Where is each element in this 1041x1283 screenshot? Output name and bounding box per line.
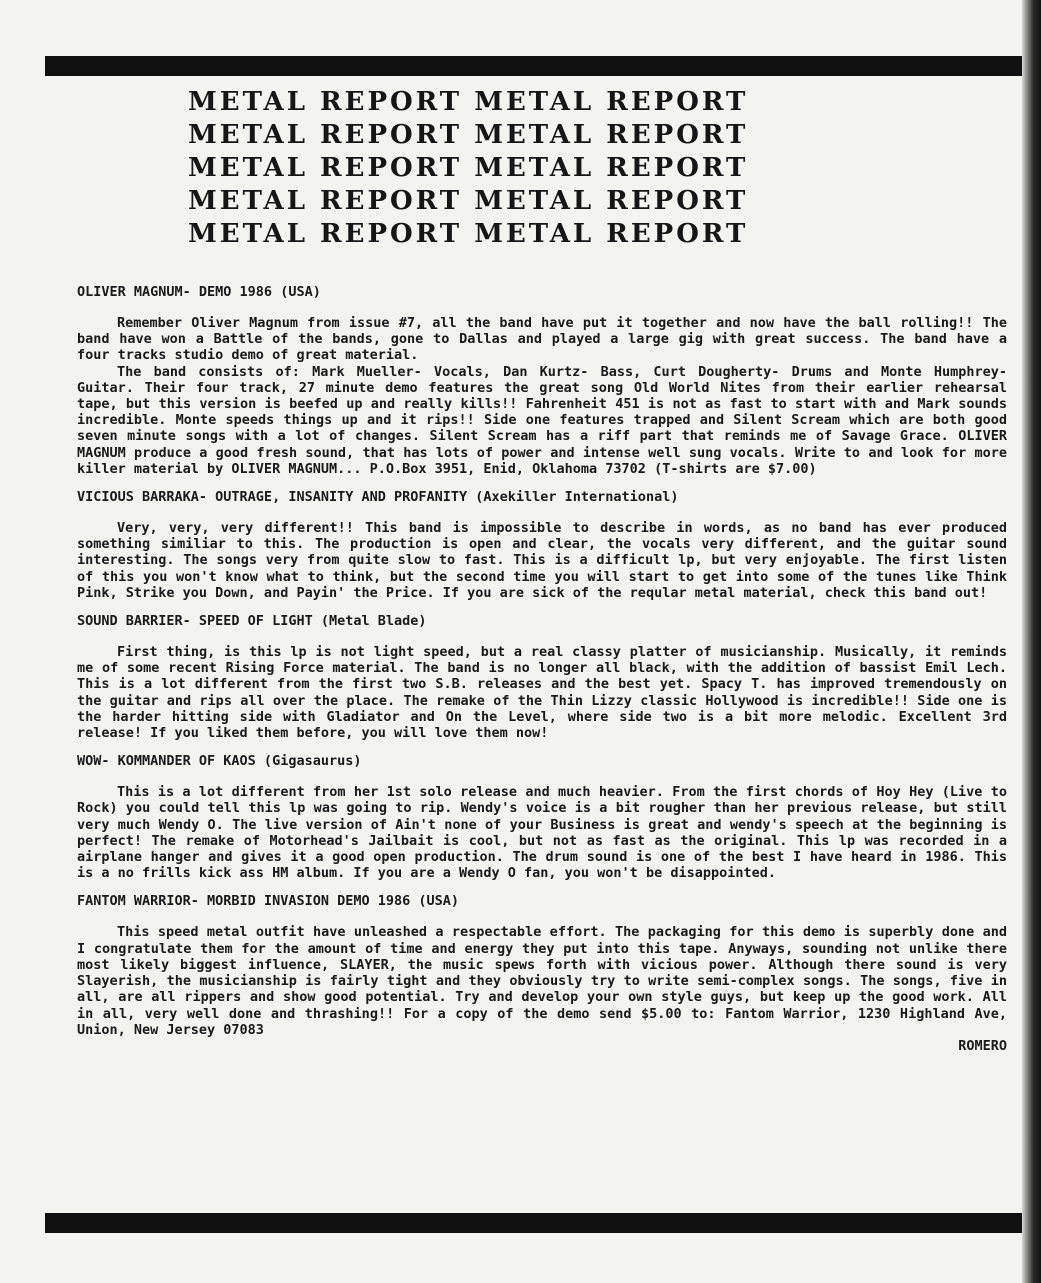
banner-row: METAL REPORT METAL REPORT (188, 153, 749, 183)
review-title: WOW- KOMMANDER OF KAOS (Gigasaurus) (77, 753, 362, 770)
review-paragraph (77, 520, 1007, 601)
metal-report-banner (188, 86, 928, 251)
review-paragraph (77, 924, 1007, 1037)
review-title: FANTOM WARRIOR- MORBID INVASION DEMO 1986 (USA) (77, 893, 460, 910)
review-oliver-magnum (77, 284, 1007, 477)
review-text: This is a lot different from her 1st solo release and much heavier. From the first chords of Hoy Hey (Live to Rock) you could tell this lp was going to rip. Wendy's voice is a bit rougher than her previous release, but still very much Wendy O. The live version of Ain't none of your Business is great and wendy's speech at the beginning is perfect! The remake of Motorhead's Jailbait is cool, but not as fast as the original. This lp was recorded in a airplane hanger and gives it a good open production. The drum sound is one of the best I have heard in 1986. This is a no frills kick ass HM album. If you are a Wendy O fan, you won't be disappointed. (77, 784, 1007, 882)
review-text: The band consists of: Mark Mueller- Vocals, Dan Kurtz- Bass, Curt Dougherty- Drums and Monte Humphrey- Guitar. Their four track, 27 minute demo features the great song Old World Nites from their earlier rehearsal tape, but this version is beefed up and really kills!! Fahrenheit 451 is not as fast to start with and Mark sounds incredible. Monte speeds things up and it rips!! Side one features trapped and Silent Scream which are both good seven minute songs with a lot of changes. Silent Scream has a riff part that reminds me of Savage Grace. OLIVER MAGNUM produce a good fresh sound, that has lots of power and intense well sung vocals. Write to and look for more killer material by OLIVER MAGNUM... P.O.Box 3951, Enid, Oklahoma 73702 (T-shirts are $7.00) (77, 363, 1007, 477)
review-paragraph (77, 364, 1007, 477)
bottom-black-bar (45, 1213, 1040, 1233)
review-fantom-warrior (77, 893, 1007, 1053)
review-title: SOUND BARRIER- SPEED OF LIGHT (Metal Blade) (77, 613, 427, 630)
review-text: Remember Oliver Magnum from issue #7, all the band have put it together and now have the ball rolling!! The band have won a Battle of the bands, gone to Dallas and played a large gig with great success. The band have a four tracks studio demo of great material. (77, 315, 1007, 364)
review-wow (77, 753, 1007, 881)
review-text: Very, very, very different!! This band is impossible to describe in words, as no band has ever produced something similiar to this. The production is open and clear, the vocals very different, and the guitar sound interesting. The songs very from quite slow to fast. This is a difficult lp, but very enjoyable. The first listen of this you won't know what to think, but the second time you will start to get into some of the tunes like Think Pink, Strike you Down, and Payin' the Price. If you are sick of the reqular metal material, check this band out! (77, 520, 1007, 601)
banner-row: METAL REPORT METAL REPORT (188, 186, 749, 216)
review-paragraph (77, 315, 1007, 364)
reviews-column (77, 284, 1007, 1054)
review-text: This speed metal outfit have unleashed a respectable effort. The packaging for this demo is superbly done and I congratulate them for the amount of time and energy they put into this tape. Anyways, sounding not unlike there most likely biggest influence, SLAYER, the music spews forth with vicious power. Although there sound is very Slayerish, the musicianship is fairly tight and they obviously try to write semi-complex songs. The songs, five in all, are all rippers and show good potential. Try and develop your own style guys, but keep up the good work. All in all, very well done and thrashing!! For a copy of the demo send $5.00 to: Fantom Warrior, 1230 Highland Ave, Union, New Jersey 07083 (77, 924, 1007, 1038)
review-title: VICIOUS BARRAKA- OUTRAGE, INSANITY AND PROFANITY (Axekiller International) (77, 489, 679, 506)
review-title: OLIVER MAGNUM- DEMO 1986 (USA) (77, 284, 321, 300)
top-black-bar (45, 56, 1040, 76)
banner-row: METAL REPORT METAL REPORT (188, 120, 749, 150)
banner-row: METAL REPORT METAL REPORT (188, 219, 749, 249)
author-signature: ROMERO (958, 1037, 1007, 1054)
review-text: First thing, is this lp is not light speed, but a real classy platter of musicianship. Musically, it reminds me of some recent Rising Force material. The band is no longer all black, with the addition of bassist Emil Lech. This is a lot different from the first two S.B. releases and the best yet. Spacy T. has improved tremendously on the guitar and rips all over the place. The remake of the Thin Lizzy classic Hollywood is incredible!! Side one is the harder hitting side with Gladiator and On the Level, where side two is a bit more melodic. Excellent 3rd release! If you liked them before, you will love them now! (77, 644, 1007, 742)
review-sound-barrier (77, 613, 1007, 741)
banner-row: METAL REPORT METAL REPORT (188, 87, 749, 117)
review-paragraph (77, 784, 1007, 881)
review-vicious-barraka (77, 489, 1007, 601)
review-paragraph (77, 644, 1007, 741)
page-edge-shadow (1022, 0, 1041, 1283)
